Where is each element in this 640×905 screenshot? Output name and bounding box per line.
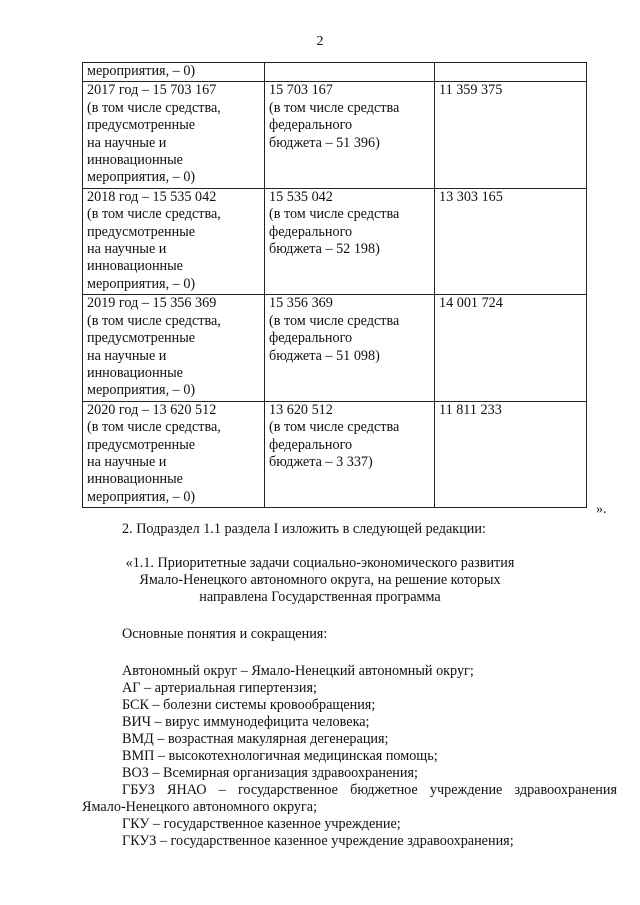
abbreviation-item: ВМП – высокотехнологичная медицинская помощь; bbox=[122, 748, 438, 764]
table-cell bbox=[435, 63, 587, 82]
cell-line: (в том числе средства bbox=[269, 99, 400, 116]
cell-line: инновационные bbox=[87, 471, 183, 488]
section-heading-line-3: направлена Государственная программа bbox=[199, 589, 441, 605]
abbreviation-item: АГ – артериальная гипертензия; bbox=[122, 680, 317, 696]
cell-line: предусмотренные bbox=[87, 223, 196, 240]
paragraph-2: 2. Подраздел 1.1 раздела I изложить в следующей редакции: bbox=[122, 521, 486, 537]
table-cell bbox=[265, 401, 435, 507]
cell-line: бюджета – 52 198) bbox=[269, 241, 380, 258]
table-row bbox=[83, 63, 587, 82]
abbreviation-item: ГБУЗ ЯНАО – государственное бюджетное учреждение здравоохранения bbox=[122, 782, 617, 798]
cell-line: 2017 год – 15 703 167 bbox=[87, 82, 217, 99]
table-cell bbox=[83, 82, 265, 188]
cell-line: 2019 год – 15 356 369 bbox=[87, 295, 217, 312]
cell-line: 15 535 042 bbox=[269, 188, 333, 205]
cell-line: бюджета – 51 396) bbox=[269, 134, 380, 151]
cell-line: на научные и bbox=[87, 241, 167, 258]
table-cell bbox=[265, 295, 435, 401]
abbreviation-item-continuation: Ямало-Ненецкого автономного округа; bbox=[82, 799, 318, 815]
table-cell bbox=[265, 82, 435, 188]
cell-line: мероприятия, – 0) bbox=[87, 169, 196, 186]
budget-table bbox=[82, 62, 587, 508]
section-heading-line-2: Ямало-Ненецкого автономного округа, на решение которых bbox=[139, 572, 501, 588]
abbreviation-item: ГКУ – государственное казенное учреждение; bbox=[122, 816, 401, 832]
cell-line: инновационные bbox=[87, 364, 183, 381]
abbreviation-item: ВОЗ – Всемирная организация здравоохранения; bbox=[122, 765, 418, 781]
table-cell bbox=[435, 401, 587, 507]
cell-line: на научные и bbox=[87, 347, 167, 364]
table-row bbox=[83, 82, 587, 188]
cell-line: предусмотренные bbox=[87, 436, 196, 453]
cell-line: инновационные bbox=[87, 258, 183, 275]
cell-line: 2018 год – 15 535 042 bbox=[87, 188, 217, 205]
cell-line: федерального bbox=[269, 436, 353, 453]
cell-line: на научные и bbox=[87, 453, 167, 470]
cell-line: 11 359 375 bbox=[439, 82, 503, 99]
table-cell bbox=[83, 63, 265, 82]
abbreviation-item: БСК – болезни системы кровообращения; bbox=[122, 697, 376, 713]
cell-line: (в том числе средства, bbox=[87, 312, 221, 329]
cell-line: (в том числе средства bbox=[269, 312, 400, 329]
cell-line: (в том числе средства, bbox=[87, 99, 221, 116]
cell-line: федерального bbox=[269, 330, 353, 347]
table-cell bbox=[435, 188, 587, 294]
cell-line: мероприятия, – 0) bbox=[87, 488, 196, 505]
cell-line: мероприятия, – 0) bbox=[87, 275, 196, 292]
closing-quote: ». bbox=[596, 502, 607, 517]
table-cell bbox=[83, 401, 265, 507]
table-cell bbox=[435, 82, 587, 188]
cell-line: 2020 год – 13 620 512 bbox=[87, 401, 217, 418]
table-row bbox=[83, 295, 587, 401]
abbreviation-item: Автономный округ – Ямало-Ненецкий автономный округ; bbox=[122, 663, 474, 679]
cell-line: 11 811 233 bbox=[439, 401, 502, 418]
table-cell bbox=[435, 295, 587, 401]
abbreviation-item: ГКУЗ – государственное казенное учреждение здравоохранения; bbox=[122, 833, 514, 849]
page-number: 2 bbox=[316, 34, 324, 49]
abbreviations-title: Основные понятия и сокращения: bbox=[122, 626, 328, 642]
cell-line: (в том числе средства, bbox=[87, 206, 221, 223]
cell-line: 13 620 512 bbox=[269, 401, 333, 418]
cell-line: предусмотренные bbox=[87, 117, 196, 134]
cell-line: (в том числе средства, bbox=[87, 419, 221, 436]
cell-line: 15 703 167 bbox=[269, 82, 333, 99]
abbreviation-item: ВМД – возрастная макулярная дегенерация; bbox=[122, 731, 389, 747]
table-cell bbox=[83, 295, 265, 401]
table-row bbox=[83, 188, 587, 294]
section-heading-line-1: «1.1. Приоритетные задачи социально-экономического развития bbox=[125, 555, 515, 571]
cell-line: 15 356 369 bbox=[269, 295, 333, 312]
cell-line: бюджета – 51 098) bbox=[269, 347, 380, 364]
abbreviation-item: ВИЧ – вирус иммунодефицита человека; bbox=[122, 714, 370, 730]
cell-line: бюджета – 3 337) bbox=[269, 453, 373, 470]
cell-line: 14 001 724 bbox=[439, 295, 503, 312]
cell-line: (в том числе средства bbox=[269, 206, 400, 223]
cell-line: предусмотренные bbox=[87, 330, 196, 347]
cell-line: 13 303 165 bbox=[439, 188, 503, 205]
table-cell bbox=[83, 188, 265, 294]
cell-line: федерального bbox=[269, 117, 353, 134]
cell-line: мероприятия, – 0) bbox=[87, 382, 196, 399]
cell-line: мероприятия, – 0) bbox=[87, 63, 196, 79]
table-cell bbox=[265, 63, 435, 82]
cell-line: федерального bbox=[269, 223, 353, 240]
cell-line: инновационные bbox=[87, 152, 183, 169]
table-cell bbox=[265, 188, 435, 294]
cell-line: (в том числе средства bbox=[269, 419, 400, 436]
table-row bbox=[83, 401, 587, 507]
cell-line: на научные и bbox=[87, 134, 167, 151]
